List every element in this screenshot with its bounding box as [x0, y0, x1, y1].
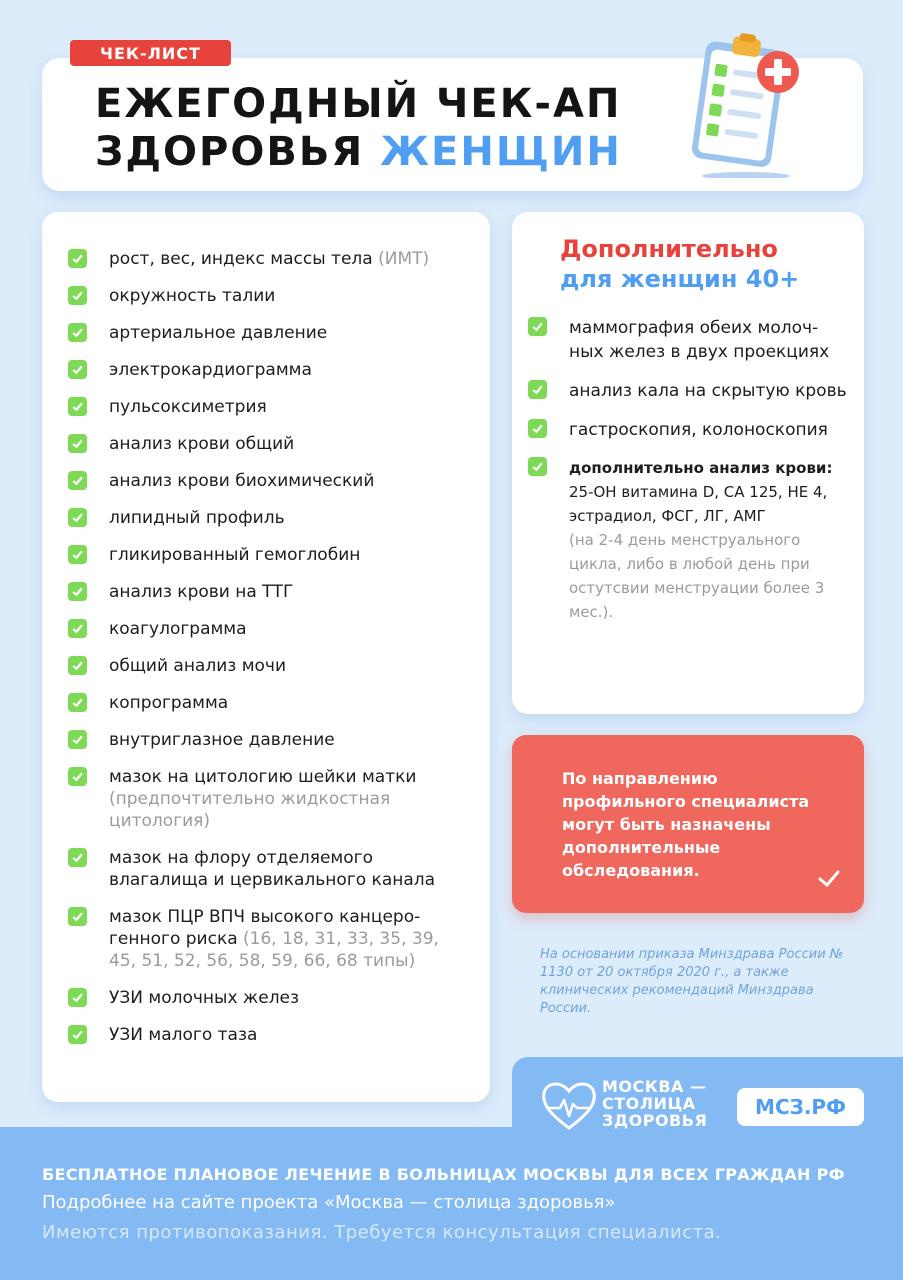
list-item: анализ крови общий — [68, 433, 468, 455]
list-item: УЗИ молочных желез — [68, 987, 468, 1009]
list-item: электрокардиограмма — [68, 359, 468, 381]
check-square-icon — [68, 545, 87, 564]
title-word-accent: ЖЕНЩИН — [380, 129, 622, 175]
list-item: анализ крови на ТТГ — [68, 581, 468, 603]
title-line-2 — [95, 128, 622, 176]
list-item: копрограмма — [68, 692, 468, 714]
check-square-icon — [528, 419, 547, 438]
check-square-icon — [68, 397, 87, 416]
list-item: артериальное давление — [68, 322, 468, 344]
check-square-icon — [68, 471, 87, 490]
list-item: анализ крови биохимический — [68, 470, 468, 492]
check-square-icon — [68, 693, 87, 712]
check-square-icon — [68, 508, 87, 527]
check-square-icon — [68, 619, 87, 638]
list-item: пульсоксиметрия — [68, 396, 468, 418]
title-word-main: ЗДОРОВЬЯ — [95, 129, 365, 175]
check-square-icon — [68, 360, 87, 379]
list-item: мазок на флору отделяемого влагалища и цервикального канала — [68, 847, 468, 891]
list-item: окружность талии — [68, 285, 468, 307]
list-item: гликированный гемоглобин — [68, 544, 468, 566]
list-item: рост, вес, индекс массы тела (ИМТ) — [68, 248, 468, 270]
check-square-icon — [68, 582, 87, 601]
heart-pulse-logo-icon — [540, 1078, 598, 1132]
clipboard-checklist-medical-icon — [684, 28, 804, 178]
check-square-icon — [68, 434, 87, 453]
list-item: гастроскопия, колоноскопия — [528, 418, 848, 442]
list-item: мазок ПЦР ВПЧ высокого канцеро-генного риска (16, 18, 31, 33, 35, 39, 45, 51, 52, 56, 58, 59, 66, 68 типы) — [68, 906, 468, 972]
list-item: внутриглазное давление — [68, 729, 468, 751]
check-square-icon — [528, 317, 547, 336]
list-item: маммография обеих молоч-ных желез в двух проекциях — [528, 316, 848, 364]
check-square-icon — [68, 907, 87, 926]
list-item: анализ кала на скрытую кровь — [528, 379, 848, 403]
brand-logo-text: МОСКВА — СТОЛИЦА ЗДОРОВЬЯ — [602, 1077, 708, 1130]
check-square-icon — [68, 767, 87, 786]
check-square-icon — [68, 988, 87, 1007]
check-square-icon — [68, 286, 87, 305]
list-item: общий анализ мочи — [68, 655, 468, 677]
check-square-icon — [68, 848, 87, 867]
check-square-icon — [68, 656, 87, 675]
check-square-icon — [528, 457, 547, 476]
notice-text: По направлению профильного специалиста могут быть назначены дополнительные обследования. — [562, 769, 810, 880]
footer-disclaimer: Имеются противопоказания. Требуется консультация специалиста. — [42, 1222, 722, 1243]
title-line-1: ЕЖЕГОДНЫЙ ЧЕК-АП — [95, 81, 622, 127]
check-square-icon — [68, 249, 87, 268]
list-item: липидный профиль — [68, 507, 468, 529]
additional-title: Дополнительно для женщин 40+ — [560, 235, 800, 293]
page-title — [95, 80, 622, 176]
specialist-notice — [512, 735, 864, 913]
list-item: мазок на цитологию шейки матки (предпочтительно жидкостная цитология) — [68, 766, 468, 832]
check-square-icon — [68, 1025, 87, 1044]
checklist — [68, 248, 468, 1046]
check-square-icon — [68, 730, 87, 749]
footer-headline: БЕСПЛАТНОЕ ПЛАНОВОЕ ЛЕЧЕНИЕ В БОЛЬНИЦАХ МОСКВЫ ДЛЯ ВСЕХ ГРАЖДАН РФ — [42, 1165, 845, 1184]
legal-note: На основании приказа Минздрава России № 1130 от 20 октября 2020 г., а также клинических рекомендаций Минздрава России. — [540, 947, 844, 1016]
checkmark-icon — [817, 869, 841, 889]
check-square-icon — [528, 380, 547, 399]
list-item: коагулограмма — [68, 618, 468, 640]
list-item-blood: дополнительно анализ крови: 25-ОН витамина D, СА 125, НЕ 4, эстрадиол, ФСГ, ЛГ, АМГ (на 2-4 день менструального цикла, либо в любой день при остутсвии менструации более 3 мес.). — [528, 456, 848, 624]
list-item: УЗИ малого таза — [68, 1024, 468, 1046]
site-link-button[interactable]: МСЗ.РФ — [737, 1088, 864, 1126]
additional-list — [528, 316, 848, 624]
checklist-tag: ЧЕК-ЛИСТ — [70, 40, 231, 66]
check-square-icon — [68, 323, 87, 342]
footer-more-info: Подробнее на сайте проекта «Москва — столица здоровья» — [42, 1192, 616, 1213]
